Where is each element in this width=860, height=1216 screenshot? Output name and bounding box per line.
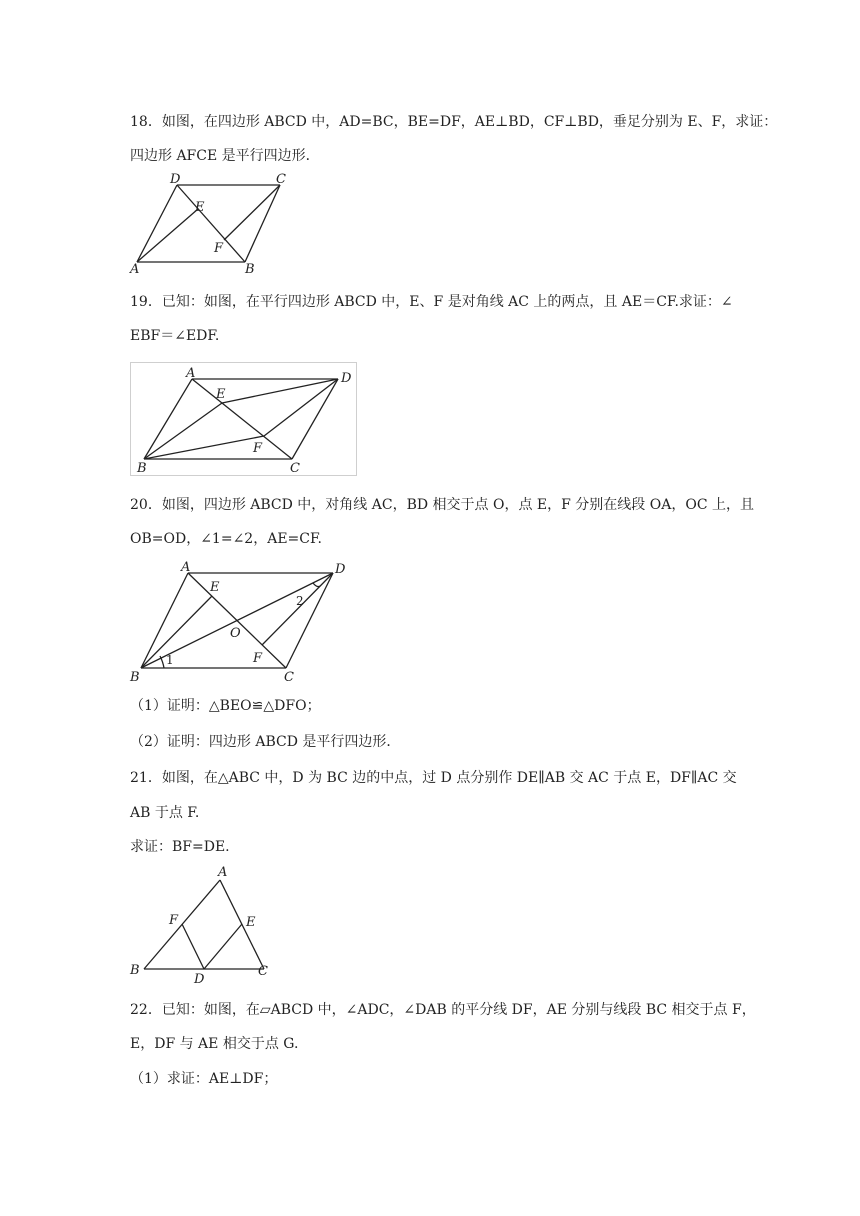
q19-label-d: D bbox=[341, 371, 352, 386]
q19-figure bbox=[130, 362, 358, 477]
q20-label-o: O bbox=[230, 626, 241, 641]
q21-label-c: C bbox=[258, 964, 268, 979]
q19-label-f: F bbox=[253, 441, 263, 456]
q18-text-line2: 四边形 AFCE 是平行四边形． bbox=[130, 148, 320, 164]
q18-label-b: B bbox=[245, 262, 255, 277]
q18-label-e: E bbox=[195, 200, 205, 215]
q21-label-b: B bbox=[130, 963, 140, 978]
q21-label-f: F bbox=[169, 913, 179, 928]
q20-label-e: E bbox=[210, 580, 220, 595]
q20-part2: （2）证明：四边形 ABCD 是平行四边形． bbox=[130, 734, 401, 750]
q18-text-line1: 18．如图，在四边形 ABCD 中，AD=BC，BE=DF，AE⊥BD，CF⊥BD，垂足分别为 E、F，求证： bbox=[130, 114, 778, 130]
q20-angle-label-2: 2 bbox=[296, 594, 304, 608]
q19-label-a: A bbox=[186, 366, 196, 381]
q20-label-b: B bbox=[130, 670, 140, 685]
q20-angle-arc-2 bbox=[313, 583, 320, 587]
q22-text-line1: 22．已知：如图，在▱ABCD 中，∠ADC，∠DAB 的平分线 DF，AE 分别与线段 BC 相交于点 F， bbox=[130, 1002, 756, 1018]
q19-label-b: B bbox=[137, 461, 147, 476]
q20-text-line2: OB=OD，∠1=∠2，AE=CF. bbox=[130, 531, 322, 547]
q20-text-line1: 20．如图，四边形 ABCD 中，对角线 AC，BD 相交于点 O，点 E，F 分别在线段 OA，OC 上，且 bbox=[130, 497, 754, 513]
q20-label-a: A bbox=[181, 560, 191, 575]
q21-text-line3: 求证：BF=DE. bbox=[130, 839, 230, 855]
q21-label-a: A bbox=[218, 865, 228, 880]
q20-label-f: F bbox=[253, 651, 263, 666]
q18-label-f: F bbox=[214, 241, 224, 256]
q20-label-c: C bbox=[284, 670, 294, 685]
q21-label-e: E bbox=[246, 915, 256, 930]
q21-figure bbox=[128, 862, 278, 987]
q20-part1: （1）证明：△BEO≌△DFO； bbox=[130, 698, 321, 714]
q20-angle-label-1: 1 bbox=[166, 653, 174, 667]
q22-text-line2: E，DF 与 AE 相交于点 G. bbox=[130, 1036, 299, 1052]
q19-label-e: E bbox=[216, 387, 226, 402]
q21-text-line1: 21．如图，在△ABC 中，D 为 BC 边的中点，过 D 点分别作 DE∥AB 交 AC 于点 E，DF∥AC 交 bbox=[130, 770, 737, 786]
q20-figure bbox=[128, 558, 353, 686]
q18-label-d: D bbox=[170, 172, 181, 187]
q18-label-a: A bbox=[130, 262, 140, 277]
q18-figure bbox=[125, 172, 295, 277]
q18-label-c: C bbox=[276, 172, 286, 187]
q19-text-line1: 19．已知：如图，在平行四边形 ABCD 中，E、F 是对角线 AC 上的两点，且 AE＝CF.求证：∠ bbox=[130, 294, 733, 310]
q19-label-c: C bbox=[290, 461, 300, 476]
q19-text-line2: EBF＝∠EDF. bbox=[130, 328, 220, 344]
q21-text-line2: AB 于点 F. bbox=[130, 805, 200, 821]
q21-label-d: D bbox=[194, 972, 205, 987]
q22-part1: （1）求证：AE⊥DF； bbox=[130, 1071, 278, 1087]
q20-label-d: D bbox=[335, 562, 346, 577]
